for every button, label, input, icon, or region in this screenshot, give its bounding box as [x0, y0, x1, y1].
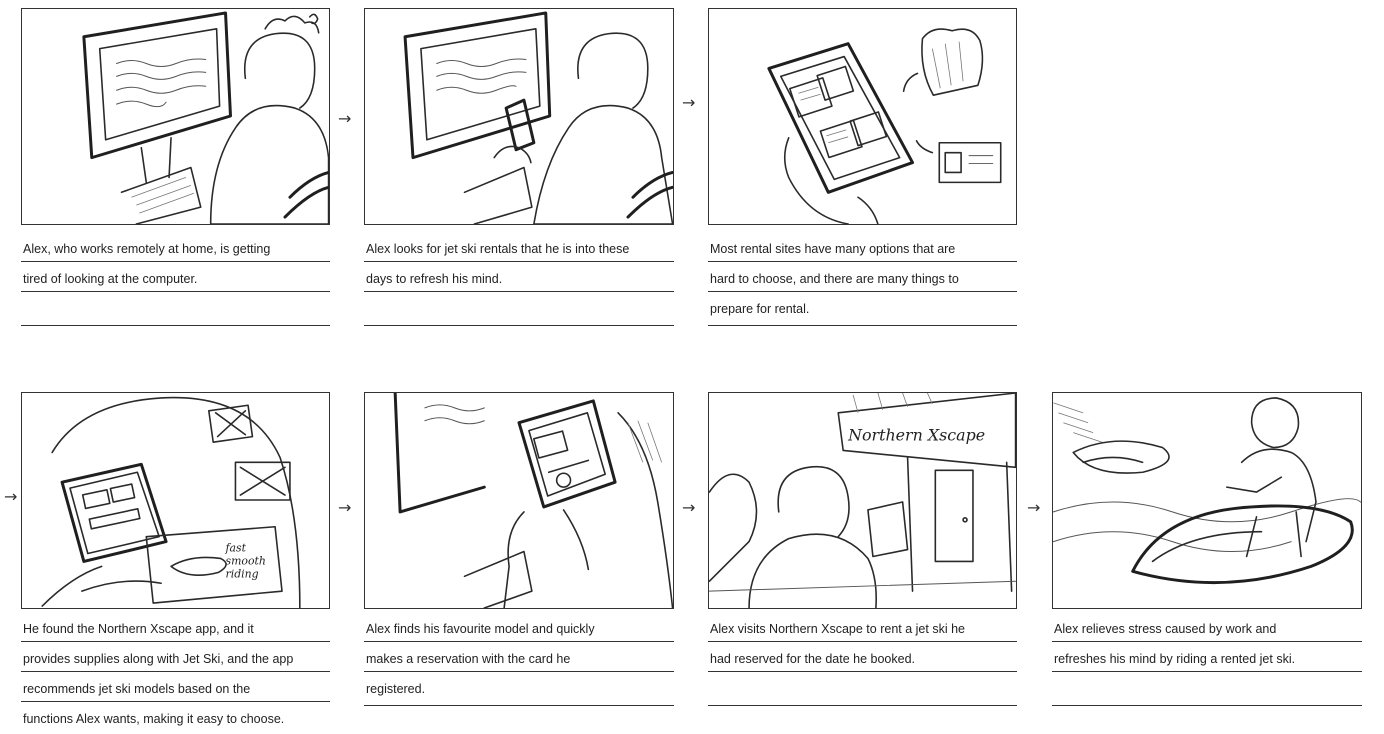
caption-line: Alex, who works remotely at home, is getting	[21, 232, 330, 262]
sketch-northern-xscape-app	[22, 393, 329, 608]
caption-line: had reserved for the date he booked.	[708, 642, 1017, 672]
caption-line: makes a reservation with the card he	[364, 642, 674, 672]
caption-line: hard to choose, and there are many things to	[708, 262, 1017, 292]
shop-sign-text: Northern Xscape	[848, 425, 986, 445]
sketch-note-text: fast smooth riding	[225, 541, 266, 581]
storyboard-panel-1	[21, 8, 330, 225]
caption-line: tired of looking at the computer.	[21, 262, 330, 292]
caption-panel-6	[708, 612, 1017, 706]
caption-panel-2	[364, 232, 674, 326]
caption-line: Alex relieves stress caused by work and	[1052, 612, 1362, 642]
caption-panel-1	[21, 232, 330, 326]
caption-line: days to refresh his mind.	[364, 262, 674, 292]
sketch-reservation-on-phone	[365, 393, 673, 608]
caption-line: provides supplies along with Jet Ski, and the app	[21, 642, 330, 672]
caption-panel-4	[21, 612, 330, 732]
caption-panel-7	[1052, 612, 1362, 706]
caption-line: He found the Northern Xscape app, and it	[21, 612, 330, 642]
arrow-icon: →	[682, 498, 696, 517]
caption-line	[364, 292, 674, 326]
caption-panel-5	[364, 612, 674, 706]
storyboard-panel-5	[364, 392, 674, 609]
caption-line: Most rental sites have many options that are	[708, 232, 1017, 262]
caption-line: Alex looks for jet ski rentals that he is into these	[364, 232, 674, 262]
sketch-tablet-many-options	[709, 9, 1016, 224]
arrow-icon: →	[682, 93, 696, 112]
caption-line: refreshes his mind by riding a rented jet ski.	[1052, 642, 1362, 672]
arrow-icon: →	[338, 109, 352, 128]
storyboard-panel-3	[708, 8, 1017, 225]
sketch-riding-jet-ski	[1053, 393, 1361, 608]
storyboard-panel-2	[364, 8, 674, 225]
caption-line: Alex visits Northern Xscape to rent a jet ski he	[708, 612, 1017, 642]
arrow-icon: →	[4, 487, 18, 506]
sketch-alex-at-computer	[22, 9, 329, 224]
sketch-visit-rental-shop	[709, 393, 1016, 608]
arrow-icon: →	[1027, 498, 1041, 517]
caption-line: Alex finds his favourite model and quickly	[364, 612, 674, 642]
storyboard-panel-4	[21, 392, 330, 609]
caption-line	[21, 292, 330, 326]
caption-line: functions Alex wants, making it easy to choose.	[23, 712, 285, 726]
caption-line: recommends jet ski models based on the	[21, 672, 330, 702]
caption-line	[1052, 672, 1362, 706]
arrow-icon: →	[338, 498, 352, 517]
caption-panel-3	[708, 232, 1017, 326]
caption-line	[708, 672, 1017, 706]
sketch-alex-searching-phone	[365, 9, 673, 224]
caption-line: prepare for rental.	[708, 292, 1017, 326]
caption-line: registered.	[364, 672, 674, 706]
storyboard-panel-6	[708, 392, 1017, 609]
storyboard-panel-7	[1052, 392, 1362, 609]
